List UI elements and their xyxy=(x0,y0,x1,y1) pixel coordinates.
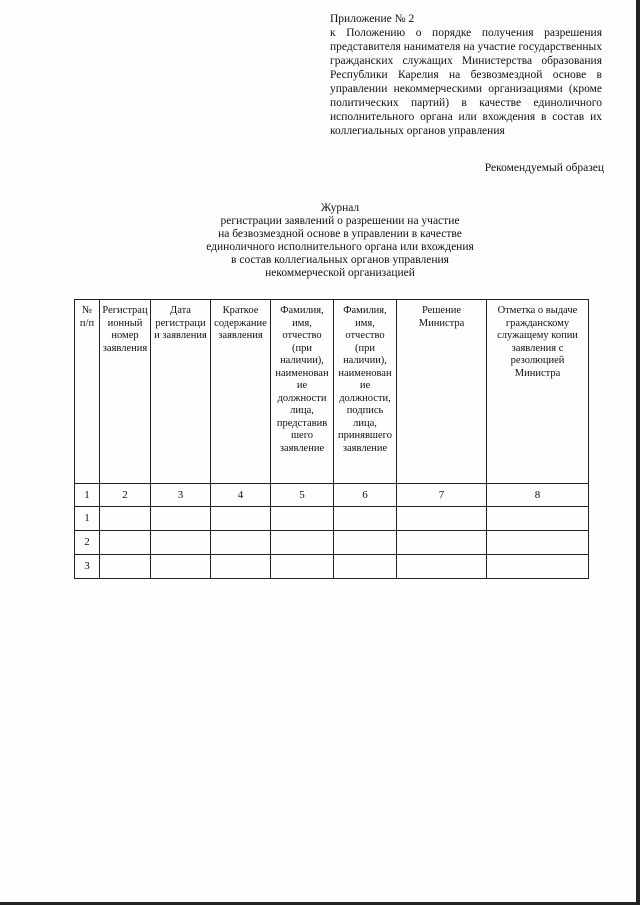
table-row xyxy=(75,555,589,579)
column-header: Фамилия, имя, отчество (при наличии), наименование должности лица, представившего заявление xyxy=(271,300,334,484)
row-seq: 3 xyxy=(75,555,100,579)
column-header: Решение Министра xyxy=(397,300,487,484)
table-cell xyxy=(487,531,589,555)
table-cell xyxy=(487,555,589,579)
table-cell xyxy=(151,531,211,555)
table-cell xyxy=(271,531,334,555)
table-cell xyxy=(151,555,211,579)
column-number-row xyxy=(75,484,589,507)
column-number: 5 xyxy=(271,484,334,507)
sample-label: Рекомендуемый образец xyxy=(484,162,604,174)
table-row xyxy=(75,531,589,555)
journal-table xyxy=(74,299,589,579)
table-cell xyxy=(271,507,334,531)
column-header: Краткое содержание заявления xyxy=(211,300,271,484)
table-cell xyxy=(334,507,397,531)
column-number: 1 xyxy=(75,484,100,507)
table-cell xyxy=(334,555,397,579)
column-header: Регистрационный номер заявления xyxy=(100,300,151,484)
table-cell xyxy=(100,507,151,531)
column-number: 3 xyxy=(151,484,211,507)
journal-title-line: единоличного исполнительного органа или вхождения xyxy=(206,241,474,253)
column-number: 4 xyxy=(211,484,271,507)
table-cell xyxy=(397,555,487,579)
table-cell xyxy=(211,555,271,579)
table-cell xyxy=(487,507,589,531)
journal-title-line: некоммерческой организацией xyxy=(265,267,415,279)
table-cell xyxy=(334,531,397,555)
column-header: Фамилия, имя, отчество (при наличии), наименование должности, подпись лица, принявшего заявление xyxy=(334,300,397,484)
column-number: 6 xyxy=(334,484,397,507)
table-cell xyxy=(211,507,271,531)
appendix-text: к Положению о порядке получения разрешения представителя нанимателя на участие государственных гражданских служащих Министерства образования Республики Карелия на безвозмездной основе в управлении некоммерческими организациями (кроме политических партий) в качестве единоличного исполнительного органа или вхождения в состав их коллегиальных органов управления xyxy=(330,27,602,137)
appendix-block xyxy=(330,12,602,138)
column-header: Отметка о выдаче гражданскому служащему копии заявления с резолюцией Министра xyxy=(487,300,589,484)
journal-title-line: регистрации заявлений о разрешении на участие xyxy=(220,215,460,227)
row-seq: 1 xyxy=(75,507,100,531)
journal-title xyxy=(190,202,490,280)
table-cell xyxy=(100,531,151,555)
column-header: № п/п xyxy=(75,300,100,484)
table-row xyxy=(75,507,589,531)
table-header-row xyxy=(75,300,589,484)
table-cell xyxy=(397,507,487,531)
column-number: 7 xyxy=(397,484,487,507)
column-header: Дата регистрации заявления xyxy=(151,300,211,484)
table-cell xyxy=(271,555,334,579)
appendix-number: Приложение № 2 xyxy=(330,13,415,25)
journal-heading: Журнал xyxy=(320,202,360,214)
table-cell xyxy=(211,531,271,555)
scan-edge-right xyxy=(636,0,640,905)
column-number: 8 xyxy=(487,484,589,507)
row-seq: 2 xyxy=(75,531,100,555)
column-number: 2 xyxy=(100,484,151,507)
table-cell xyxy=(151,507,211,531)
journal-title-line: на безвозмездной основе в управлении в качестве xyxy=(218,228,462,240)
journal-title-line: в состав коллегиальных органов управления xyxy=(231,254,449,266)
table-cell xyxy=(397,531,487,555)
table-cell xyxy=(100,555,151,579)
